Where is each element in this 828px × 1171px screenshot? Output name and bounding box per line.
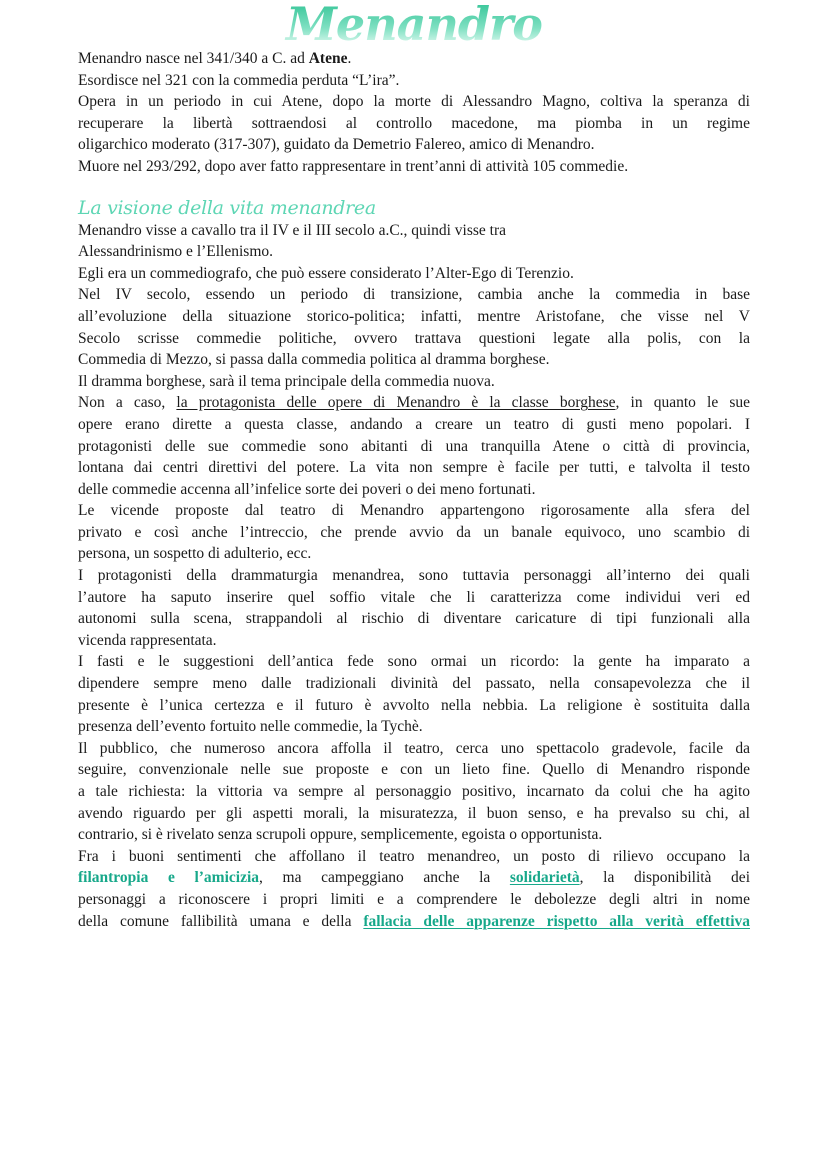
text-line	[78, 824, 750, 846]
text-line	[78, 392, 750, 414]
text-line	[78, 846, 750, 868]
text-segment: Alessandrinismo e l’Ellenismo.	[78, 243, 274, 261]
text-segment: Secolo scrisse commedie politiche, ovvero trattava questioni legate alla polis, con la	[78, 329, 750, 347]
text-segment: Opera in un periodo in cui Atene, dopo la morte di Alessandro Magno, coltiva la speranza di	[78, 93, 750, 111]
text-line	[78, 565, 750, 587]
text-line	[78, 500, 750, 522]
text-line	[78, 543, 750, 565]
text-line	[78, 522, 750, 544]
text-segment: contrario, si è rivelato senza scrupoli oppure, semplicemente, egoista o opportunista.	[78, 826, 603, 844]
intro-section	[78, 48, 750, 178]
text-segment: presente è l’unica certezza e il futuro è avvolto nella nebbia. La religione è sostituita dalla	[78, 696, 750, 714]
text-line	[78, 867, 750, 889]
text-line	[78, 479, 750, 501]
text-segment: all’evoluzione della situazione storico-politica; infatti, mentre Aristofane, che visse nel V	[78, 307, 750, 325]
text-segment: Menandro visse a cavallo tra il IV e il III secolo a.C., quindi visse tra	[78, 221, 506, 239]
text-line	[78, 241, 750, 263]
text-line	[78, 48, 750, 70]
text-segment: della comune fallibilità umana e della	[78, 912, 364, 930]
text-line	[78, 781, 750, 803]
highlighted-text: filantropia e l’amicizia	[78, 869, 260, 887]
text-line	[78, 608, 750, 630]
text-segment: Non a caso,	[78, 394, 177, 412]
text-line	[78, 134, 750, 156]
text-line	[78, 284, 750, 306]
text-line	[78, 113, 750, 135]
text-line	[78, 328, 750, 350]
text-segment: Commedia di Mezzo, si passa dalla commedia politica al dramma borghese.	[78, 351, 550, 369]
highlighted-text: fallacia delle apparenze rispetto alla verità effettiva	[363, 912, 750, 930]
text-segment: avendo riguardo per gli aspetti morali, la misuratezza, il buon senso, e ha prevalso su chi, al	[78, 804, 750, 822]
text-segment: Esordisce nel 321 con la commedia perduta “L’ira”.	[78, 71, 400, 89]
text-segment: opere erano dirette a questa classe, andando a creare un teatro di gusti meno popolari. I	[78, 415, 750, 433]
text-line	[78, 803, 750, 825]
highlighted-text: solidarietà	[509, 869, 580, 887]
text-line	[78, 436, 750, 458]
underlined-text: la protagonista delle opere di Menandro è la classe borghese	[176, 394, 616, 412]
text-segment: .	[347, 50, 352, 67]
text-segment: Egli era un commediografo, che può essere considerato l’Alter-Ego di Terenzio.	[78, 264, 574, 282]
text-segment: protagonisti delle sue commedie sono abitanti di una tranquilla Atene o città di provincia,	[78, 437, 750, 455]
text-segment: a tale richiesta: la vittoria va sempre al personaggio positivo, incarnato da colui che ha agito	[78, 783, 750, 800]
text-segment: Nel IV secolo, essendo un periodo di transizione, cambia anche la commedia in base	[78, 286, 750, 304]
text-line	[78, 889, 750, 911]
text-line	[78, 156, 750, 178]
text-segment: autonomi sulla scena, strappandoli al rischio di diventare caricature di tipi funzionali alla	[78, 610, 750, 628]
text-line	[78, 414, 750, 436]
text-segment: I protagonisti della drammaturgia menandrea, sono tuttavia personaggi all’interno dei quali	[78, 567, 750, 585]
text-segment: , la disponibilità dei	[579, 869, 750, 887]
text-segment: personaggi a riconoscere i propri limiti e a comprendere le debolezze degli altri in nome	[78, 890, 750, 908]
text-segment: lontana dai centri direttivi del potere. La vita non sempre è facile per tutti, e talvolta il testo	[78, 459, 750, 477]
text-segment: Fra i buoni sentimenti che affollano il teatro menandreo, un posto di rilievo occupano la	[78, 847, 750, 865]
text-segment: l’autore ha saputo inserire quel soffio vitale che li caratterizza come individui veri ed	[78, 588, 750, 606]
text-segment: Muore nel 293/292, dopo aver fatto rappresentare in trent’anni di attività 105 commedie.	[78, 157, 629, 175]
text-line	[78, 70, 750, 92]
text-segment: , ma campeggiano anche la	[259, 869, 510, 887]
text-segment: oligarchico moderato (317-307), guidato da Demetrio Falereo, amico di Menandro.	[78, 136, 595, 154]
text-line	[78, 738, 750, 760]
text-line	[78, 91, 750, 113]
text-line	[78, 263, 750, 285]
text-line	[78, 716, 750, 738]
text-segment: I fasti e le suggestioni dell’antica fede sono ormai un ricordo: la gente ha imparato a	[78, 653, 750, 671]
text-line	[78, 306, 750, 328]
text-segment: presenza dell’evento fortuito nelle commedie, la Tychè.	[78, 718, 423, 736]
section-heading: La visione della vita menandrea	[78, 196, 376, 219]
page-title: Menandro	[78, 4, 750, 44]
text-line	[78, 371, 750, 393]
text-line	[78, 695, 750, 717]
text-segment: , in quanto le sue	[615, 394, 751, 412]
text-line	[78, 349, 750, 371]
text-line	[78, 587, 750, 609]
text-line	[78, 457, 750, 479]
bold-text: Atene	[308, 50, 348, 67]
text-segment: Il dramma borghese, sarà il tema principale della commedia nuova.	[78, 372, 495, 390]
text-segment: recuperare la libertà sottraendosi al controllo macedone, ma piomba in un regime	[78, 114, 750, 132]
body-section	[78, 220, 750, 933]
text-line	[78, 220, 750, 242]
text-segment: dipendere sempre meno dalle tradizionali divinità del passato, nella consapevolezza che il	[78, 675, 750, 693]
text-segment: persona, un sospetto di adulterio, ecc.	[78, 545, 312, 563]
text-line	[78, 911, 750, 933]
text-line	[78, 759, 750, 781]
text-segment: vicenda rappresentata.	[78, 631, 217, 649]
text-segment: Il pubblico, che numeroso ancora affolla il teatro, cerca uno spettacolo gradevole, facile da	[78, 739, 750, 757]
text-segment: delle commedie accenna all’infelice sorte dei poveri o dei meno fortunati.	[78, 480, 536, 498]
text-segment: privato e così anche l’intreccio, che prende avvio da un banale equivoco, uno scambio di	[78, 523, 750, 541]
text-line	[78, 673, 750, 695]
text-segment: Le vicende proposte dal teatro di Menandro appartengono rigorosamente alla sfera del	[78, 502, 750, 520]
text-line	[78, 630, 750, 652]
text-line	[78, 651, 750, 673]
text-segment: Menandro nasce nel 341/340 a C. ad	[78, 50, 309, 67]
text-segment: seguire, convenzionale nelle sue proposte e con un lieto fine. Quello di Menandro risponde	[78, 761, 750, 779]
